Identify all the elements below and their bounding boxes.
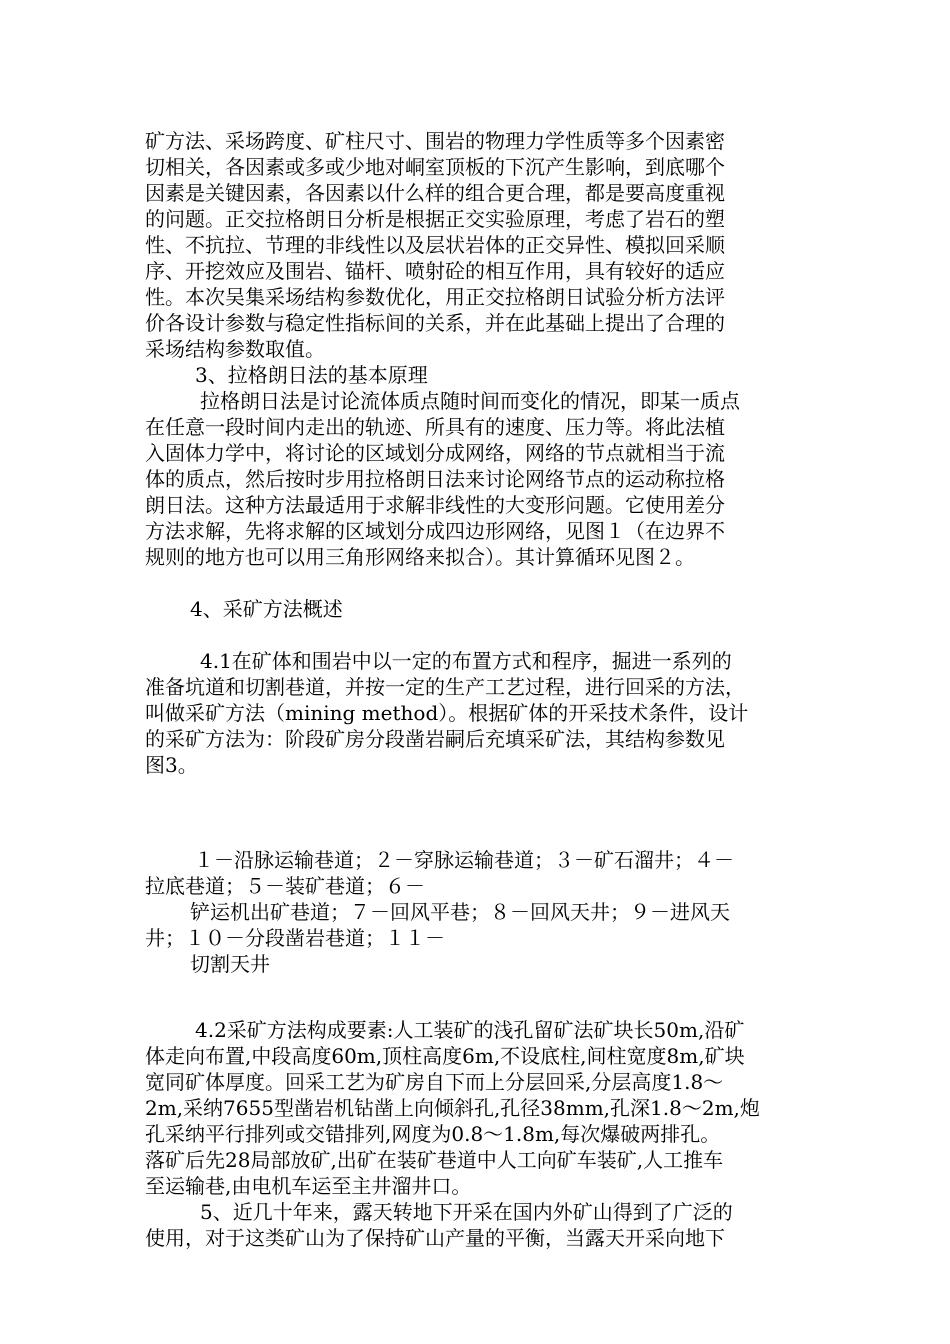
text-line: 5、近几十年来，露天转地下开采在国内外矿山得到了广泛的: [200, 1200, 733, 1224]
text-line: 体走向布置,中段高度60m,顶柱高度6m,不设底柱,间柱宽度8m,矿块: [145, 1044, 745, 1068]
text-line: 准备坑道和切割巷道，并按一定的生产工艺过程，进行回采的方法，: [145, 675, 745, 699]
text-line: 在任意一段时间内走出的轨迹、所具有的速度、压力等。将此法植: [145, 415, 725, 439]
figure-caption-line: 切割天井: [190, 952, 270, 976]
text-line: 图3。: [145, 753, 198, 777]
text-line: 2m,采纳7655型凿岩机钻凿上向倾斜孔,孔径38mm,孔深1.8～2m,炮: [145, 1096, 760, 1120]
section-heading: 4、采矿方法概述: [190, 597, 343, 621]
figure-caption-line: 井；１０－分段凿岩巷道；１１－: [145, 926, 445, 950]
text-line: 至运输巷,由电机车运至主井溜井口。: [145, 1174, 472, 1198]
figure-caption-line: 铲运机出矿巷道；７－回风平巷；８－回风天井；９－进风天: [190, 900, 730, 924]
text-line: 入固体力学中，将讨论的区域划分成网络，网络的节点就相当于流: [145, 441, 725, 465]
text-line: 落矿后先28局部放矿,出矿在装矿巷道中人工向矿车装矿,人工推车: [145, 1148, 724, 1172]
text-line: 矿方法、采场跨度、矿柱尺寸、围岩的物理力学性质等多个因素密: [145, 129, 725, 153]
text-line: 性、不抗拉、节理的非线性以及层状岩体的正交异性、模拟回采顺: [145, 233, 725, 257]
text-line: 拉格朗日法是讨论流体质点随时间而变化的情况，即某一质点: [200, 389, 740, 413]
text-line: 朗日法。这种方法最适用于求解非线性的大变形问题。它使用差分: [145, 493, 725, 517]
text-line: 采场结构参数取值。: [145, 337, 325, 361]
text-line: 体的质点，然后按时步用拉格朗日法来讨论网络节点的运动称拉格: [145, 467, 725, 491]
section-heading: 3、拉格朗日法的基本原理: [195, 363, 428, 387]
text-line: 叫做采矿方法（mining method）。根据矿体的开采技术条件，设计: [145, 701, 749, 725]
text-line: 使用，对于这类矿山为了保持矿山产量的平衡，当露天开采向地下: [145, 1226, 725, 1250]
text-line: 的采矿方法为：阶段矿房分段凿岩嗣后充填采矿法，其结构参数见: [145, 727, 725, 751]
text-line: 的问题。正交拉格朗日分析是根据正交实验原理，考虑了岩石的塑: [145, 207, 725, 231]
text-line: 孔采纳平行排列或交错排列,网度为0.8～1.8m,每次爆破两排孔。: [145, 1122, 721, 1146]
text-line: 因素是关键因素，各因素以什么样的组合更合理，都是要高度重视: [145, 181, 725, 205]
text-line: 序、开挖效应及围岩、锚杆、喷射砼的相互作用，具有较好的适应: [145, 259, 725, 283]
text-line: 性。本次吴集采场结构参数优化，用正交拉格朗日试验分析方法评: [145, 285, 725, 309]
text-line: 4.1在矿体和围岩中以一定的布置方式和程序，掘进一系列的: [200, 649, 732, 673]
figure-caption-line: 拉底巷道；５－装矿巷道；６－: [145, 874, 425, 898]
text-line: 宽同矿体厚度。回采工艺为矿房自下而上分层回采,分层高度1.8～: [145, 1070, 724, 1094]
text-line: 方法求解，先将求解的区域划分成四边形网络，见图１（在边界不: [145, 519, 725, 543]
figure-caption-line: １－沿脉运输巷道；２－穿脉运输巷道；３－矿石溜井；４－: [194, 848, 734, 872]
text-line: 规则的地方也可以用三角形网络来拟合）。其计算循环见图２。: [145, 545, 695, 569]
text-line: 4.2采矿方法构成要素:人工装矿的浅孔留矿法矿块长50m,沿矿: [195, 1018, 745, 1042]
text-line: 价各设计参数与稳定性指标间的关系，并在此基础上提出了合理的: [145, 311, 725, 335]
text-line: 切相关，各因素或多或少地对峒室顶板的下沉产生影响，到底哪个: [145, 155, 725, 179]
